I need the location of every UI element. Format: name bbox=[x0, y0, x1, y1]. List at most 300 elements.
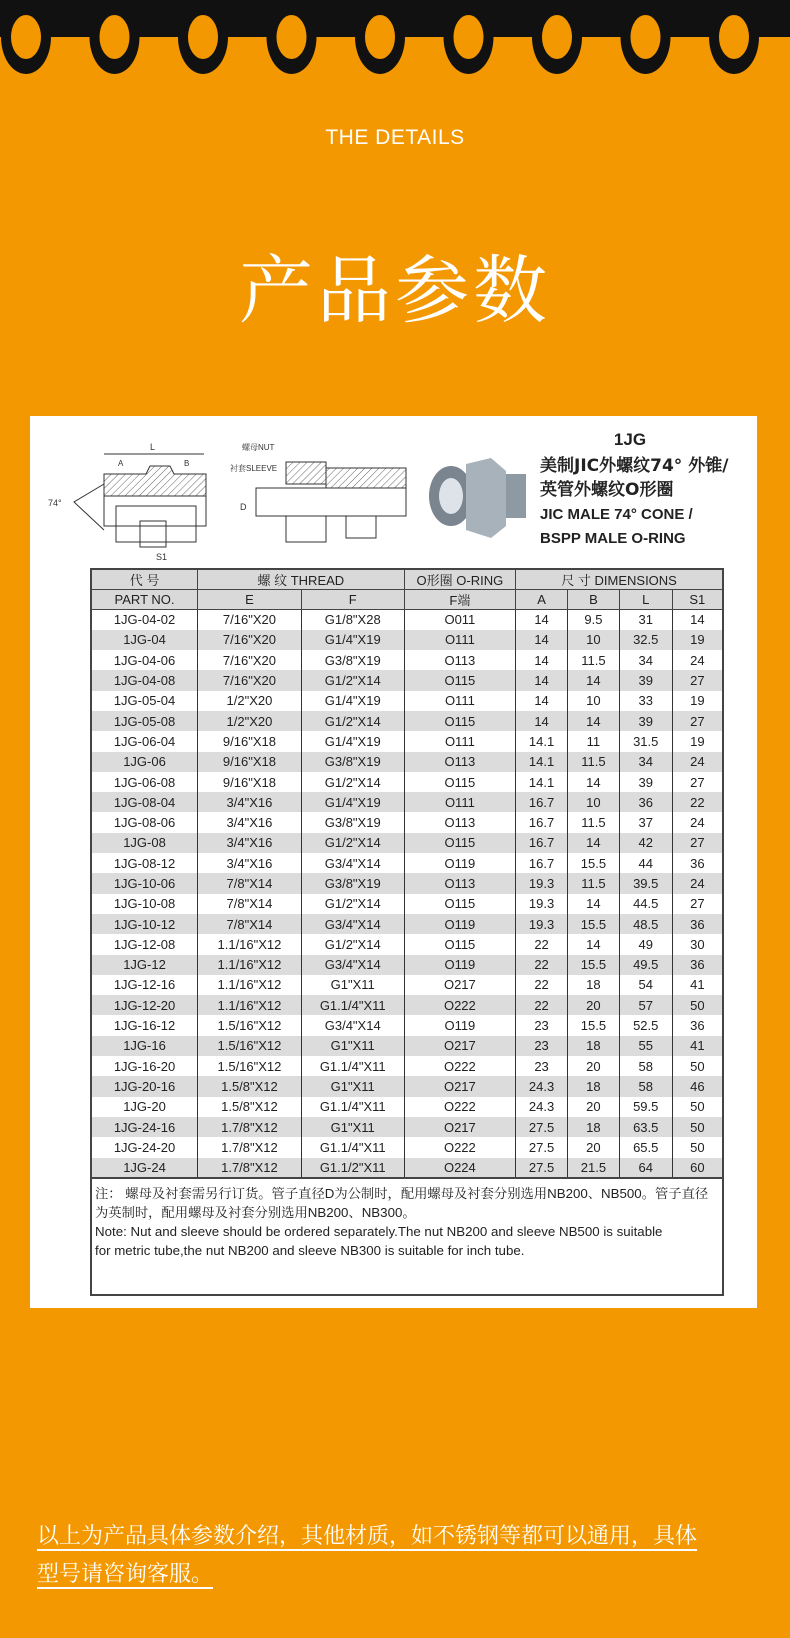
column-header: B bbox=[567, 590, 619, 610]
table-cell: G1/2"X14 bbox=[301, 894, 404, 914]
table-cell: 57 bbox=[619, 995, 672, 1015]
table-row bbox=[91, 995, 723, 1015]
table-row bbox=[91, 894, 723, 914]
table-cell: 1.1/16"X12 bbox=[198, 955, 302, 975]
table-cell: O119 bbox=[404, 853, 516, 873]
table-cell: 23 bbox=[516, 1056, 568, 1076]
table-cell: 1JG-05-04 bbox=[91, 691, 198, 711]
table-cell: 18 bbox=[567, 1117, 619, 1137]
table-cell: 14.1 bbox=[516, 752, 568, 772]
table-cell: 20 bbox=[567, 1137, 619, 1157]
table-cell: O113 bbox=[404, 650, 516, 670]
table-cell: 11.5 bbox=[567, 752, 619, 772]
column-header: E bbox=[198, 590, 302, 610]
table-cell: 16.7 bbox=[516, 792, 568, 812]
table-cell: 34 bbox=[619, 752, 672, 772]
table-cell: O217 bbox=[404, 1036, 516, 1056]
table-row bbox=[91, 670, 723, 690]
table-cell: 31.5 bbox=[619, 731, 672, 751]
table-cell: 1JG-06-04 bbox=[91, 731, 198, 751]
table-cell: 22 bbox=[516, 955, 568, 975]
table-row bbox=[91, 792, 723, 812]
fitting-photo bbox=[429, 458, 526, 538]
table-row bbox=[91, 691, 723, 711]
table-cell: 1JG-04-06 bbox=[91, 650, 198, 670]
scallop-hole bbox=[542, 15, 572, 59]
table-cell: 50 bbox=[672, 1056, 723, 1076]
table-cell: 3/4"X16 bbox=[198, 812, 302, 832]
technical-drawings bbox=[46, 426, 526, 562]
table-cell: 1JG-12-08 bbox=[91, 934, 198, 954]
table-cell: 14 bbox=[567, 670, 619, 690]
table-row bbox=[91, 731, 723, 751]
table-cell: 58 bbox=[619, 1076, 672, 1096]
table-cell: 1JG-08-12 bbox=[91, 853, 198, 873]
table-cell: G1/4"X19 bbox=[301, 691, 404, 711]
table-cell: 46 bbox=[672, 1076, 723, 1096]
table-cell: G3/4"X14 bbox=[301, 853, 404, 873]
order-note bbox=[90, 1177, 724, 1296]
table-row bbox=[91, 711, 723, 731]
table-cell: 14 bbox=[567, 894, 619, 914]
table-cell: 27 bbox=[672, 772, 723, 792]
table-row bbox=[91, 833, 723, 853]
table-cell: 22 bbox=[516, 934, 568, 954]
table-cell: 7/8"X14 bbox=[198, 914, 302, 934]
section-subtitle: THE DETAILS bbox=[325, 126, 465, 149]
table-cell: 14 bbox=[516, 610, 568, 630]
table-cell: O217 bbox=[404, 1117, 516, 1137]
table-cell: 49 bbox=[619, 934, 672, 954]
table-cell: 18 bbox=[567, 975, 619, 995]
table-cell: 1.1/16"X12 bbox=[198, 995, 302, 1015]
table-cell: 16.7 bbox=[516, 833, 568, 853]
table-cell: 21.5 bbox=[567, 1158, 619, 1178]
table-cell: O224 bbox=[404, 1158, 516, 1178]
scallop-hole bbox=[454, 15, 484, 59]
table-cell: G3/4"X14 bbox=[301, 914, 404, 934]
column-header: L bbox=[619, 590, 672, 610]
table-cell: 1.5/8"X12 bbox=[198, 1076, 302, 1096]
footer-line-2: 型号请咨询客服。 bbox=[37, 1562, 214, 1587]
table-cell: 14 bbox=[516, 711, 568, 731]
table-cell: 23 bbox=[516, 1036, 568, 1056]
table-cell: 7/16"X20 bbox=[198, 630, 302, 650]
table-cell: 1JG-20-16 bbox=[91, 1076, 198, 1096]
table-row bbox=[91, 772, 723, 792]
table-row bbox=[91, 955, 723, 975]
scallop-hole bbox=[631, 15, 661, 59]
table-cell: O115 bbox=[404, 894, 516, 914]
table-cell: O115 bbox=[404, 934, 516, 954]
table-cell: 27.5 bbox=[516, 1117, 568, 1137]
header-part-cn: 代 号 bbox=[91, 569, 198, 590]
table-cell: G1/4"X19 bbox=[301, 630, 404, 650]
table-cell: 1JG-20 bbox=[91, 1097, 198, 1117]
table-cell: 1/2"X20 bbox=[198, 691, 302, 711]
note-en-1: Note: Nut and sleeve should be ordered separately.The nut NB200 and sleeve NB500 is suitable bbox=[95, 1224, 663, 1239]
table-cell: 14.1 bbox=[516, 772, 568, 792]
table-cell: 1JG-04-02 bbox=[91, 610, 198, 630]
table-cell: 36 bbox=[672, 914, 723, 934]
table-cell: 9/16"X18 bbox=[198, 731, 302, 751]
table-cell: 1JG-08 bbox=[91, 833, 198, 853]
table-cell: 1JG-04 bbox=[91, 630, 198, 650]
table-cell: 60 bbox=[672, 1158, 723, 1178]
table-cell: 10 bbox=[567, 691, 619, 711]
table-cell: 15.5 bbox=[567, 955, 619, 975]
table-cell: G3/8"X19 bbox=[301, 752, 404, 772]
product-heading bbox=[540, 430, 728, 550]
table-cell: 1/2"X20 bbox=[198, 711, 302, 731]
table-cell: 9/16"X18 bbox=[198, 772, 302, 792]
table-cell: 55 bbox=[619, 1036, 672, 1056]
table-cell: O222 bbox=[404, 1056, 516, 1076]
table-cell: 36 bbox=[619, 792, 672, 812]
table-cell: G3/4"X14 bbox=[301, 955, 404, 975]
table-cell: 24 bbox=[672, 752, 723, 772]
table-cell: O113 bbox=[404, 873, 516, 893]
table-cell: 36 bbox=[672, 1015, 723, 1035]
table-row bbox=[91, 1056, 723, 1076]
table-cell: 11 bbox=[567, 731, 619, 751]
table-cell: 19.3 bbox=[516, 894, 568, 914]
table-cell: 39.5 bbox=[619, 873, 672, 893]
page-title: 产品参数 bbox=[239, 248, 551, 334]
scallop-hole bbox=[100, 15, 130, 59]
table-cell: 14 bbox=[516, 630, 568, 650]
nut-sleeve-assembly-drawing bbox=[230, 442, 406, 542]
scallop-hole bbox=[188, 15, 218, 59]
table-cell: 11.5 bbox=[567, 812, 619, 832]
table-row bbox=[91, 1036, 723, 1056]
scallop-hole bbox=[719, 15, 749, 59]
table-cell: O113 bbox=[404, 812, 516, 832]
table-cell: O111 bbox=[404, 731, 516, 751]
table-cell: G1/2"X14 bbox=[301, 833, 404, 853]
table-cell: 1JG-12-20 bbox=[91, 995, 198, 1015]
product-title-en-2: BSPP MALE O-RING bbox=[540, 530, 686, 547]
svg-text:A: A bbox=[118, 459, 124, 468]
product-spec-card bbox=[30, 416, 757, 1308]
table-cell: G1.1/2"X11 bbox=[301, 1158, 404, 1178]
table-cell: 50 bbox=[672, 1117, 723, 1137]
table-cell: 20 bbox=[567, 1056, 619, 1076]
table-cell: G1.1/4"X11 bbox=[301, 1056, 404, 1076]
table-cell: 1JG-08-06 bbox=[91, 812, 198, 832]
table-cell: 16.7 bbox=[516, 812, 568, 832]
table-cell: 41 bbox=[672, 1036, 723, 1056]
table-row bbox=[91, 853, 723, 873]
table-cell: 18 bbox=[567, 1036, 619, 1056]
table-cell: 63.5 bbox=[619, 1117, 672, 1137]
scallop-hole bbox=[277, 15, 307, 59]
table-cell: 7/16"X20 bbox=[198, 610, 302, 630]
table-cell: 58 bbox=[619, 1056, 672, 1076]
table-cell: 37 bbox=[619, 812, 672, 832]
table-cell: G1.1/4"X11 bbox=[301, 1137, 404, 1157]
table-cell: 1JG-12 bbox=[91, 955, 198, 975]
table-row bbox=[91, 1117, 723, 1137]
svg-text:S1: S1 bbox=[156, 552, 168, 562]
table-cell: O222 bbox=[404, 1097, 516, 1117]
table-cell: O111 bbox=[404, 691, 516, 711]
table-cell: 24 bbox=[672, 812, 723, 832]
table-cell: 1.5/16"X12 bbox=[198, 1015, 302, 1035]
footer-line-1: 以上为产品具体参数介绍，其他材质，如不锈钢等都可以通用，具体 bbox=[37, 1524, 698, 1549]
table-cell: G1/8"X28 bbox=[301, 610, 404, 630]
table-cell: 32.5 bbox=[619, 630, 672, 650]
table-cell: 1.1/16"X12 bbox=[198, 934, 302, 954]
table-cell: 19 bbox=[672, 630, 723, 650]
table-cell: 33 bbox=[619, 691, 672, 711]
table-cell: O113 bbox=[404, 752, 516, 772]
table-cell: 24.3 bbox=[516, 1097, 568, 1117]
table-cell: G1.1/4"X11 bbox=[301, 1097, 404, 1117]
table-cell: 1JG-24-20 bbox=[91, 1137, 198, 1157]
table-cell: O011 bbox=[404, 610, 516, 630]
table-cell: 1JG-12-16 bbox=[91, 975, 198, 995]
table-row bbox=[91, 914, 723, 934]
table-row bbox=[91, 1137, 723, 1157]
table-cell: 24.3 bbox=[516, 1076, 568, 1096]
spec-table bbox=[90, 568, 724, 1179]
header-dimensions: 尺 寸 DIMENSIONS bbox=[516, 569, 723, 590]
svg-text:B: B bbox=[184, 459, 190, 468]
table-cell: 39 bbox=[619, 670, 672, 690]
column-header: F端 bbox=[404, 590, 516, 610]
table-cell: 27.5 bbox=[516, 1137, 568, 1157]
column-header: PART NO. bbox=[91, 590, 198, 610]
table-cell: 1JG-16 bbox=[91, 1036, 198, 1056]
table-cell: 39 bbox=[619, 772, 672, 792]
svg-text:L: L bbox=[150, 442, 156, 452]
scallop-hole bbox=[365, 15, 395, 59]
table-cell: 27 bbox=[672, 670, 723, 690]
table-cell: 1.5/16"X12 bbox=[198, 1036, 302, 1056]
table-cell: O111 bbox=[404, 792, 516, 812]
table-cell: 27 bbox=[672, 833, 723, 853]
table-cell: 1.7/8"X12 bbox=[198, 1158, 302, 1178]
table-cell: 7/16"X20 bbox=[198, 670, 302, 690]
table-cell: 14 bbox=[567, 934, 619, 954]
table-cell: O115 bbox=[404, 772, 516, 792]
table-cell: O222 bbox=[404, 995, 516, 1015]
column-header: S1 bbox=[672, 590, 723, 610]
table-cell: 39 bbox=[619, 711, 672, 731]
table-cell: 1JG-16-20 bbox=[91, 1056, 198, 1076]
table-cell: 1JG-16-12 bbox=[91, 1015, 198, 1035]
scallop-hole bbox=[11, 15, 41, 59]
table-cell: 48.5 bbox=[619, 914, 672, 934]
table-cell: 1JG-24 bbox=[91, 1158, 198, 1178]
svg-text:74°: 74° bbox=[48, 498, 62, 508]
table-row bbox=[91, 630, 723, 650]
table-cell: 27.5 bbox=[516, 1158, 568, 1178]
note-en-2: for metric tube,the nut NB200 and sleeve NB300 is suitable for inch tube. bbox=[95, 1243, 525, 1258]
table-cell: 1.5/8"X12 bbox=[198, 1097, 302, 1117]
table-cell: 14 bbox=[672, 610, 723, 630]
table-cell: 3/4"X16 bbox=[198, 792, 302, 812]
table-cell: 18 bbox=[567, 1076, 619, 1096]
table-row bbox=[91, 1097, 723, 1117]
table-cell: 30 bbox=[672, 934, 723, 954]
table-cell: 1JG-06 bbox=[91, 752, 198, 772]
table-cell: 50 bbox=[672, 1097, 723, 1117]
table-cell: 1JG-05-08 bbox=[91, 711, 198, 731]
table-cell: 7/8"X14 bbox=[198, 873, 302, 893]
table-cell: 19 bbox=[672, 691, 723, 711]
table-cell: 27 bbox=[672, 894, 723, 914]
svg-text:D: D bbox=[240, 502, 247, 512]
svg-text:衬套SLEEVE: 衬套SLEEVE bbox=[230, 464, 278, 473]
table-row bbox=[91, 1076, 723, 1096]
table-cell: 10 bbox=[567, 630, 619, 650]
table-cell: O115 bbox=[404, 670, 516, 690]
table-cell: 14 bbox=[516, 670, 568, 690]
table-cell: 20 bbox=[567, 995, 619, 1015]
table-cell: O115 bbox=[404, 711, 516, 731]
table-cell: G1/2"X14 bbox=[301, 711, 404, 731]
table-cell: 14.1 bbox=[516, 731, 568, 751]
table-cell: 19.3 bbox=[516, 873, 568, 893]
note-cn: 注： 螺母及衬套需另行订货。管子直径D为公制时，配用螺母及衬套分别选用NB200、NB500。管子直径为英制时，配用螺母及衬套分别选用NB200、NB300。 bbox=[95, 1186, 709, 1220]
scalloped-top-border bbox=[0, 0, 790, 80]
table-cell: O119 bbox=[404, 955, 516, 975]
table-cell: G3/8"X19 bbox=[301, 812, 404, 832]
table-cell: 14 bbox=[567, 772, 619, 792]
table-cell: 15.5 bbox=[567, 914, 619, 934]
table-cell: 42 bbox=[619, 833, 672, 853]
table-cell: G1"X11 bbox=[301, 975, 404, 995]
table-cell: 14 bbox=[516, 691, 568, 711]
table-cell: 44.5 bbox=[619, 894, 672, 914]
table-cell: G1"X11 bbox=[301, 1036, 404, 1056]
table-cell: 49.5 bbox=[619, 955, 672, 975]
table-cell: 3/4"X16 bbox=[198, 853, 302, 873]
table-cell: 1.1/16"X12 bbox=[198, 975, 302, 995]
table-cell: 15.5 bbox=[567, 853, 619, 873]
table-cell: G1/4"X19 bbox=[301, 792, 404, 812]
table-cell: 1.7/8"X12 bbox=[198, 1117, 302, 1137]
table-cell: O115 bbox=[404, 833, 516, 853]
table-cell: 54 bbox=[619, 975, 672, 995]
column-header: A bbox=[516, 590, 568, 610]
table-cell: 24 bbox=[672, 873, 723, 893]
table-cell: 9/16"X18 bbox=[198, 752, 302, 772]
table-cell: 36 bbox=[672, 853, 723, 873]
table-cell: O111 bbox=[404, 630, 516, 650]
table-cell: G1/2"X14 bbox=[301, 670, 404, 690]
table-cell: 7/8"X14 bbox=[198, 894, 302, 914]
table-cell: 1JG-10-06 bbox=[91, 873, 198, 893]
table-cell: G1/4"X19 bbox=[301, 731, 404, 751]
product-title-cn-2: 英管外螺纹O形圈 bbox=[540, 480, 674, 500]
header-oring: O形圈 O-RING bbox=[404, 569, 516, 590]
table-row bbox=[91, 650, 723, 670]
table-cell: 1.7/8"X12 bbox=[198, 1137, 302, 1157]
table-row bbox=[91, 934, 723, 954]
table-row bbox=[91, 1158, 723, 1178]
table-cell: 11.5 bbox=[567, 873, 619, 893]
table-cell: 50 bbox=[672, 1137, 723, 1157]
table-cell: 52.5 bbox=[619, 1015, 672, 1035]
table-row bbox=[91, 752, 723, 772]
table-cell: 22 bbox=[672, 792, 723, 812]
table-cell: G1/2"X14 bbox=[301, 934, 404, 954]
table-cell: G3/4"X14 bbox=[301, 1015, 404, 1035]
table-cell: 50 bbox=[672, 995, 723, 1015]
table-cell: 65.5 bbox=[619, 1137, 672, 1157]
table-cell: 19.3 bbox=[516, 914, 568, 934]
table-cell: 11.5 bbox=[567, 650, 619, 670]
header-thread: 螺 纹 THREAD bbox=[198, 569, 405, 590]
table-cell: 1JG-10-08 bbox=[91, 894, 198, 914]
product-title-cn-1: 美制JIC外螺纹74° 外锥/ bbox=[540, 456, 729, 476]
table-cell: 20 bbox=[567, 1097, 619, 1117]
svg-text:螺母NUT: 螺母NUT bbox=[242, 443, 275, 452]
table-cell: 27 bbox=[672, 711, 723, 731]
table-cell: 19 bbox=[672, 731, 723, 751]
table-cell: 9.5 bbox=[567, 610, 619, 630]
table-cell: 41 bbox=[672, 975, 723, 995]
table-cell: 3/4"X16 bbox=[198, 833, 302, 853]
table-cell: 22 bbox=[516, 995, 568, 1015]
table-cell: G1/2"X14 bbox=[301, 772, 404, 792]
table-row bbox=[91, 610, 723, 630]
table-cell: G3/8"X19 bbox=[301, 873, 404, 893]
table-cell: G3/8"X19 bbox=[301, 650, 404, 670]
table-cell: 1JG-08-04 bbox=[91, 792, 198, 812]
fitting-dimension-drawing bbox=[48, 442, 206, 562]
table-cell: 10 bbox=[567, 792, 619, 812]
table-cell: G1"X11 bbox=[301, 1076, 404, 1096]
table-cell: 44 bbox=[619, 853, 672, 873]
table-cell: O217 bbox=[404, 1076, 516, 1096]
table-row bbox=[91, 975, 723, 995]
table-cell: O119 bbox=[404, 914, 516, 934]
table-cell: 14 bbox=[567, 833, 619, 853]
table-cell: 1JG-04-08 bbox=[91, 670, 198, 690]
table-cell: 1JG-06-08 bbox=[91, 772, 198, 792]
table-cell: 36 bbox=[672, 955, 723, 975]
table-cell: 34 bbox=[619, 650, 672, 670]
table-row bbox=[91, 873, 723, 893]
table-cell: O119 bbox=[404, 1015, 516, 1035]
table-cell: 14 bbox=[516, 650, 568, 670]
table-cell: 1JG-10-12 bbox=[91, 914, 198, 934]
table-cell: 64 bbox=[619, 1158, 672, 1178]
table-cell: G1"X11 bbox=[301, 1117, 404, 1137]
table-cell: 7/16"X20 bbox=[198, 650, 302, 670]
table-row bbox=[91, 812, 723, 832]
table-cell: 22 bbox=[516, 975, 568, 995]
table-cell: O217 bbox=[404, 975, 516, 995]
footer-note bbox=[37, 1518, 757, 1594]
table-cell: 24 bbox=[672, 650, 723, 670]
table-row bbox=[91, 1015, 723, 1035]
product-title-en-1: JIC MALE 74° CONE / bbox=[540, 506, 693, 523]
table-cell: 31 bbox=[619, 610, 672, 630]
product-code: 1JG bbox=[613, 430, 647, 449]
table-cell: 15.5 bbox=[567, 1015, 619, 1035]
column-header: F bbox=[301, 590, 404, 610]
table-cell: G1.1/4"X11 bbox=[301, 995, 404, 1015]
table-cell: 23 bbox=[516, 1015, 568, 1035]
table-cell: 14 bbox=[567, 711, 619, 731]
table-cell: O222 bbox=[404, 1137, 516, 1157]
table-cell: 59.5 bbox=[619, 1097, 672, 1117]
